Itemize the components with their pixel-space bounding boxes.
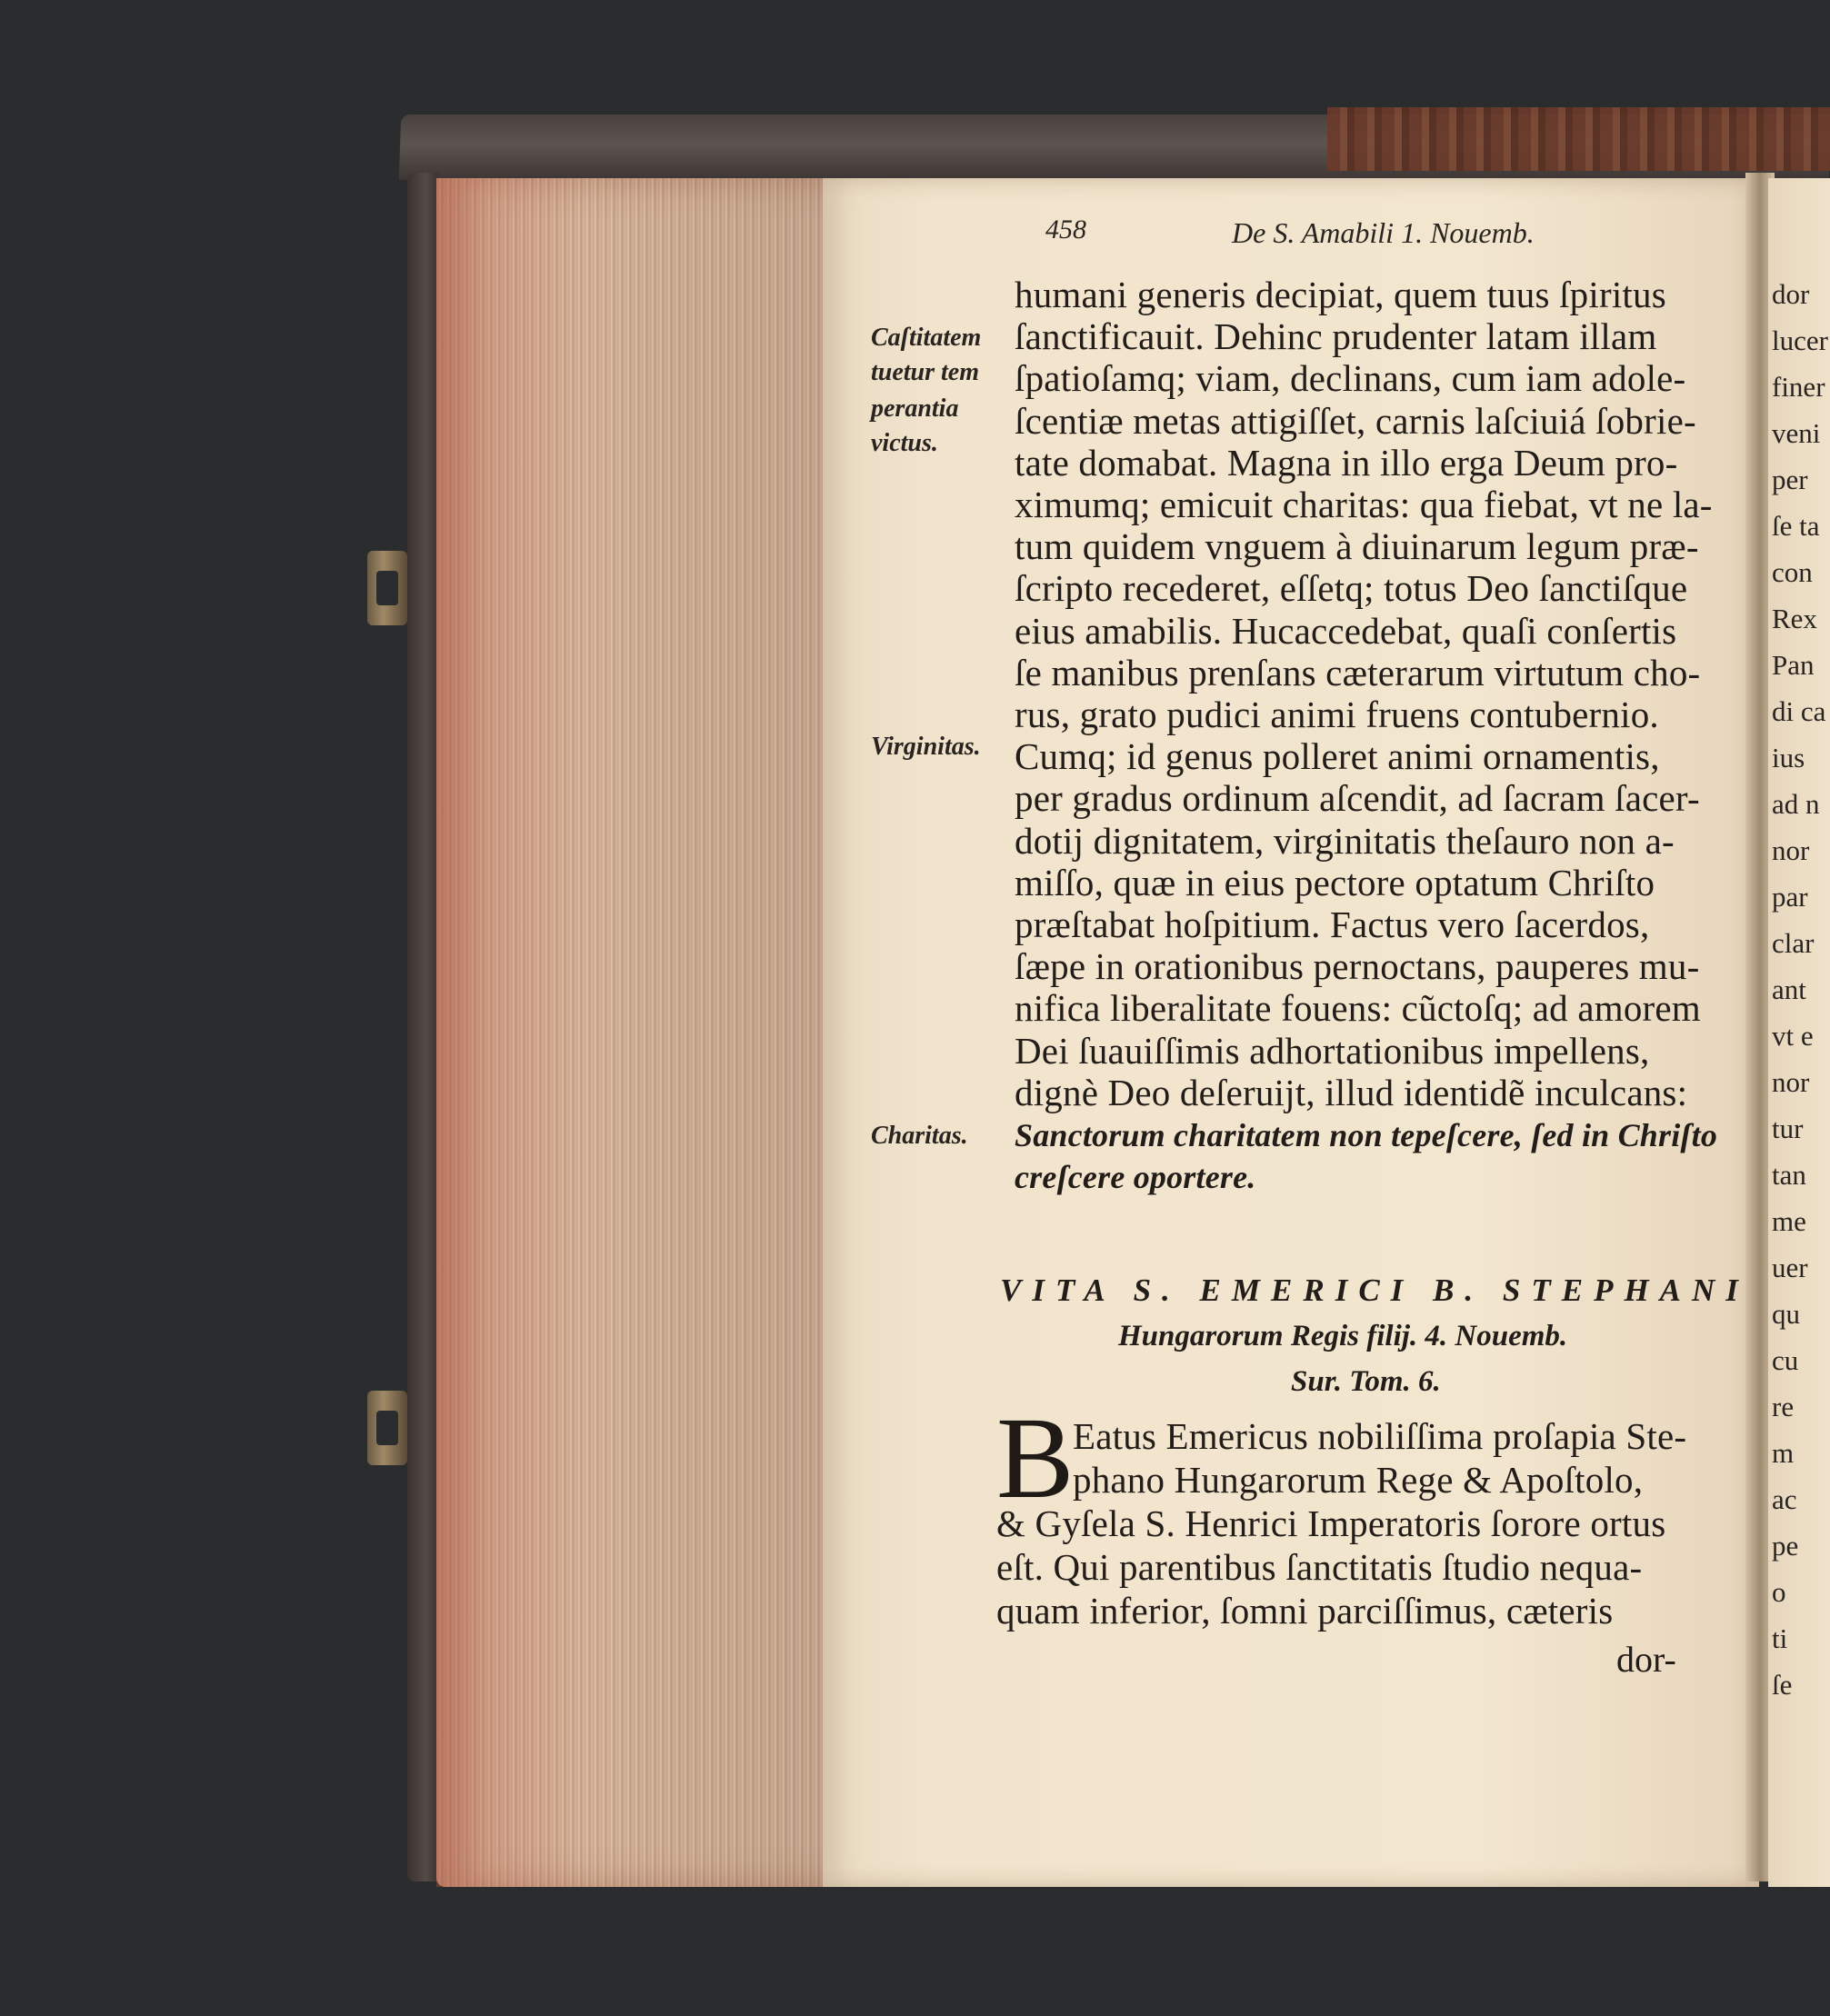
section-source: Sur. Tom. 6. — [1291, 1365, 1441, 1398]
body-line: ſe manibus prenſans cæterarum virtutum cho- — [1015, 651, 1701, 694]
body-line: per gradus ordinum aſcendit, ad ſacram ſacer- — [1015, 777, 1700, 820]
body-line: Dei ſuauiſſimis adhortationibus impellens, — [1015, 1029, 1650, 1072]
book-cover-left-edge — [407, 173, 438, 1881]
facing-page-line: per — [1772, 464, 1808, 495]
facing-page-line: nor — [1772, 1066, 1810, 1098]
facing-page-line: ad n — [1772, 788, 1820, 820]
body-line: præſtabat hoſpitium. Factus vero ſacerdos, — [1015, 903, 1650, 945]
body-line: ſcentiæ metas attigiſſet, carnis laſciuiá ſobrie- — [1015, 399, 1696, 442]
facing-page-line: ſe — [1772, 1669, 1793, 1701]
facing-page-line: ant — [1772, 973, 1806, 1005]
facing-page-line: ti — [1772, 1622, 1788, 1654]
italic-quote-line: creſcere oportere. — [1015, 1159, 1256, 1196]
body-line: ximumq; emicuit charitas: qua fiebat, vt ne la- — [1015, 484, 1713, 525]
facing-page-line: m — [1772, 1437, 1795, 1469]
facing-page-line: dor — [1772, 278, 1810, 310]
facing-page-line: finer — [1772, 371, 1825, 403]
drop-capital: B — [996, 1393, 1075, 1522]
facing-page-line: nor — [1772, 834, 1810, 866]
margin-note-castitatem-3: perantia — [871, 394, 959, 423]
section-body-line: phano Hungarorum Rege & Apoſtolo, — [1073, 1459, 1644, 1501]
facing-page-line: qu — [1772, 1298, 1800, 1330]
book-spine — [1327, 107, 1830, 171]
section-body-line: quam inferior, ſomni parciſſimus, cæteris — [996, 1590, 1614, 1632]
facing-page-line: re — [1772, 1391, 1795, 1422]
facing-page-line: con — [1772, 556, 1813, 588]
facing-page-line: pe — [1772, 1530, 1799, 1562]
facing-page-line: me — [1772, 1205, 1806, 1237]
facing-page-line: uer — [1772, 1252, 1808, 1283]
body-line: ſæpe in orationibus pernoctans, pauperes mu- — [1015, 945, 1700, 988]
catchword: dor- — [1616, 1639, 1676, 1680]
facing-page-line: veni — [1772, 417, 1821, 449]
upper-clasp-icon — [367, 551, 407, 625]
body-line: ſpatioſamq; viam, declinans, cum iam adole- — [1015, 357, 1686, 400]
body-line: ſanctificauit. Dehinc prudenter latam illam — [1015, 315, 1657, 358]
facing-page-line: Rex — [1772, 603, 1817, 634]
page-fore-edge-stack — [436, 178, 864, 1887]
facing-page-fragment — [1768, 178, 1830, 1887]
facing-page-line: ac — [1772, 1483, 1797, 1515]
margin-note-castitatem-1: Caſtitatem — [871, 324, 982, 352]
section-subtitle: Hungarorum Regis filij. 4. Nouemb. — [1118, 1320, 1568, 1352]
running-head: De S. Amabili 1. Nouemb. — [1232, 216, 1535, 249]
margin-note-charitas: Charitas. — [871, 1122, 968, 1150]
section-body-line: & Gyſela S. Henrici Imperatoris ſorore ortus — [996, 1502, 1666, 1544]
section-title: VITA S. EMERICI B. STEPHANI — [1000, 1272, 1749, 1308]
facing-page-line: ſe ta — [1772, 510, 1820, 542]
body-line: tum quidem vnguem à diuinarum legum præ- — [1015, 525, 1699, 568]
facing-page-line: o — [1772, 1576, 1786, 1608]
body-line: Cumq; id genus polleret animi ornamentis, — [1015, 735, 1660, 778]
body-line: eius amabilis. Hucaccedebat, quaſi conſertis — [1015, 609, 1677, 652]
facing-page-line: ius — [1772, 742, 1805, 773]
margin-note-virginitas: Virginitas. — [871, 733, 981, 761]
italic-quote-line: Sanctorum charitatem non tepeſcere, ſed in Chriſto — [1015, 1117, 1718, 1153]
body-line: nifica liberalitate fouens: cũctoſq; ad amorem — [1015, 987, 1701, 1030]
body-line: dignè Deo deſeruijt, illud identidẽ inculcans: — [1015, 1071, 1688, 1113]
margin-note-castitatem-4: victus. — [871, 429, 938, 457]
facing-page-line: lucer — [1772, 324, 1828, 356]
body-line: dotij dignitatem, virginitatis theſauro non a- — [1015, 819, 1675, 862]
page-number: 458 — [1045, 215, 1086, 245]
section-body-line: eſt. Qui parentibus ſanctitatis ſtudio nequa- — [996, 1546, 1643, 1588]
lower-clasp-icon — [367, 1391, 407, 1465]
facing-page-line: par — [1772, 881, 1808, 913]
facing-page-line: cu — [1772, 1344, 1799, 1376]
body-line: tate domabat. Magna in illo erga Deum pro- — [1015, 441, 1678, 484]
facing-page-line: tan — [1772, 1159, 1806, 1191]
facing-page-line: di ca — [1772, 695, 1826, 727]
body-line: ſcripto recederet, eſſetq; totus Deo ſanctiſque — [1015, 567, 1688, 610]
facing-page-line: Pan — [1772, 649, 1815, 681]
section-body-line: Eatus Emericus nobiliſſima proſapia Ste- — [1073, 1415, 1687, 1457]
margin-note-castitatem-2: tuetur tem — [871, 358, 980, 386]
facing-page-line: clar — [1772, 927, 1815, 959]
facing-page-line: tur — [1772, 1113, 1804, 1144]
body-line: miſſo, quæ in eius pectore optatum Chriſto — [1015, 861, 1655, 903]
body-line: humani generis decipiat, quem tuus ſpiritus — [1015, 274, 1666, 315]
facing-page-line: vt e — [1772, 1020, 1814, 1052]
body-line: rus, grato pudici animi fruens contubernio. — [1015, 694, 1659, 735]
